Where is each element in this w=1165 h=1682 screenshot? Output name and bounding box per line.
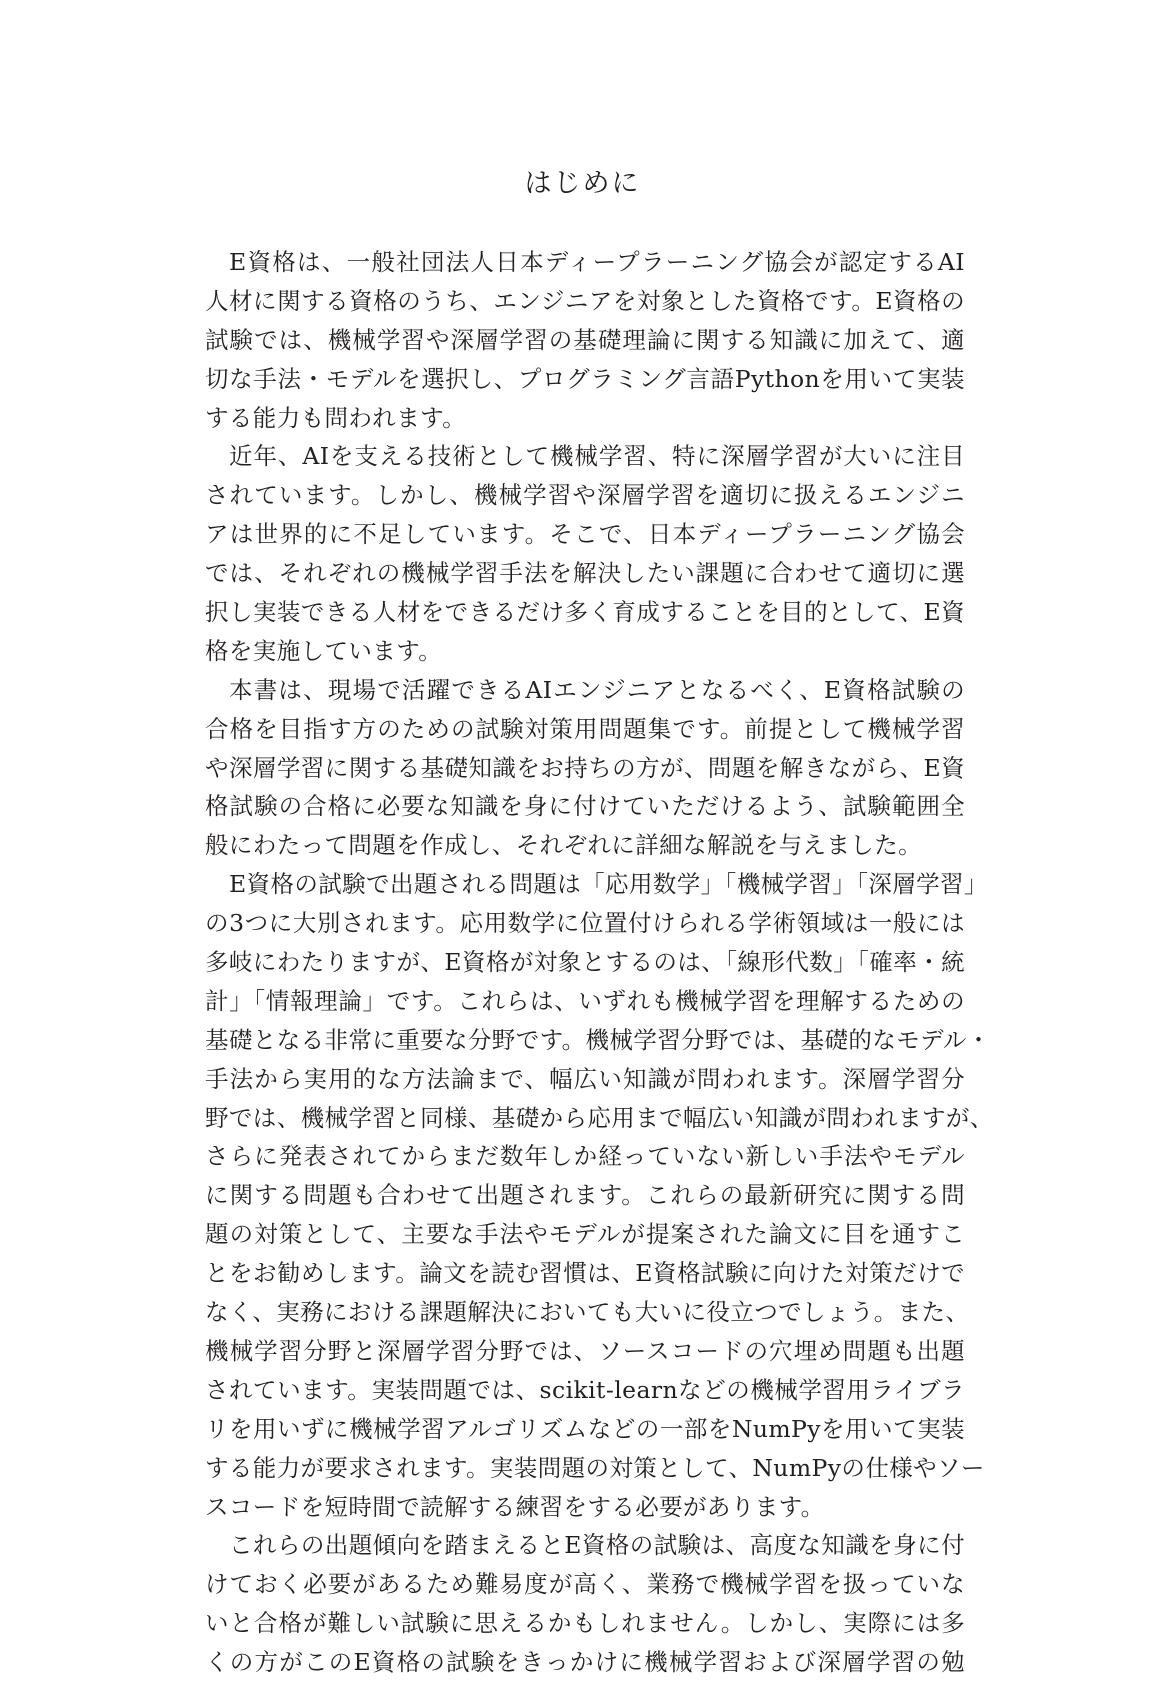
body-text — [205, 243, 994, 1682]
text-line: 本書は、現場で活躍できるAIエンジニアとなるべく、E資格試験の — [229, 675, 965, 704]
text-line: なく、実務における課題解決においても大いに役立つでしょう。また、 — [205, 1298, 970, 1327]
text-line: 試験では、機械学習や深層学習の基礎理論に関する知識に加えて、適 — [205, 325, 965, 354]
text-line: 合格を目指す方のための試験対策用問題集です。前提として機械学習 — [205, 714, 965, 743]
text-line: 野では、機械学習と同様、基礎から応用まで幅広い知識が問われますが、 — [205, 1103, 994, 1132]
text-line: 機械学習分野と深層学習分野では、ソースコードの穴埋め問題も出題 — [205, 1336, 965, 1365]
text-line: では、それぞれの機械学習手法を解決したい課題に合わせて適切に選 — [205, 559, 965, 588]
page-title: はじめに — [524, 168, 641, 199]
text-line: されています。しかし、機械学習や深層学習を適切に扱えるエンジニ — [205, 481, 965, 510]
text-line: に関する問題も合わせて出題されます。これらの最新研究に関する問 — [205, 1181, 965, 1210]
text-line: 手法から実用的な方法論まで、幅広い知識が問われます。深層学習分 — [205, 1064, 965, 1093]
text-line: 基礎となる非常に重要な分野です。機械学習分野では、基礎的なモデル・ — [205, 1025, 991, 1054]
text-line: いと合格が難しい試験に思えるかもしれません。しかし、実際には多 — [205, 1609, 965, 1638]
text-line: とをお勧めします。論文を読む習慣は、E資格試験に向けた対策だけで — [205, 1259, 965, 1288]
text-line: 切な手法・モデルを選択し、プログラミング言語Pythonを用いて実装 — [205, 364, 965, 393]
text-line: する能力も問われます。 — [205, 403, 467, 432]
text-line: リを用いずに機械学習アルゴリズムなどの一部をNumPyを用いて実装 — [205, 1414, 965, 1443]
text-line: E資格は、一般社団法人日本ディープラーニング協会が認定するAI — [229, 248, 965, 276]
text-line: 択し実装できる人材をできるだけ多く育成することを目的として、E資 — [205, 598, 965, 627]
text-line: 人材に関する資格のうち、エンジニアを対象とした資格です。E資格の — [205, 286, 965, 315]
text-line: けておく必要があるため難易度が高く、業務で機械学習を扱っていな — [205, 1570, 965, 1599]
text-line: する能力が要求されます。実装問題の対策として、NumPyの仕様やソー — [205, 1453, 985, 1482]
text-line: くの方がこのE資格の試験をきっかけに機械学習および深層学習の勉 — [205, 1648, 965, 1677]
text-line: これらの出題傾向を踏まえるとE資格の試験は、高度な知識を身に付 — [229, 1531, 965, 1560]
text-line: されています。実装問題では、scikit-learnなどの機械学習用ライブラ — [205, 1375, 965, 1404]
text-line: 近年、AIを支える技術として機械学習、特に深層学習が大いに注目 — [229, 442, 965, 471]
text-line: や深層学習に関する基礎知識をお持ちの方が、問題を解きながら、E資 — [205, 753, 965, 782]
text-line: アは世界的に不足しています。そこで、日本ディープラーニング協会 — [205, 520, 965, 549]
text-line: 格を実施しています。 — [205, 636, 443, 665]
text-line: 般にわたって問題を作成し、それぞれに詳細な解説を与えました。 — [205, 831, 922, 860]
text-line: 題の対策として、主要な手法やモデルが提案された論文に目を通すこ — [205, 1220, 965, 1249]
text-line: 計」「情報理論」です。これらは、いずれも機械学習を理解するための — [205, 986, 965, 1015]
text-line: 多岐にわたりますが、E資格が対象とするのは、「線形代数」「確率・統 — [205, 948, 965, 977]
text-line: さらに発表されてからまだ数年しか経っていない新しい手法やモデル — [205, 1142, 965, 1171]
text-line: 格試験の合格に必要な知識を身に付けていただけるよう、試験範囲全 — [205, 792, 965, 821]
text-line: の3つに大別されます。応用数学に位置付けられる学術領域は一般には — [205, 909, 965, 938]
text-line: E資格の試験で出題される問題は「応用数学」「機械学習」「深層学習」 — [229, 870, 988, 899]
text-line: スコードを短時間で読解する練習をする必要があります。 — [205, 1492, 825, 1521]
